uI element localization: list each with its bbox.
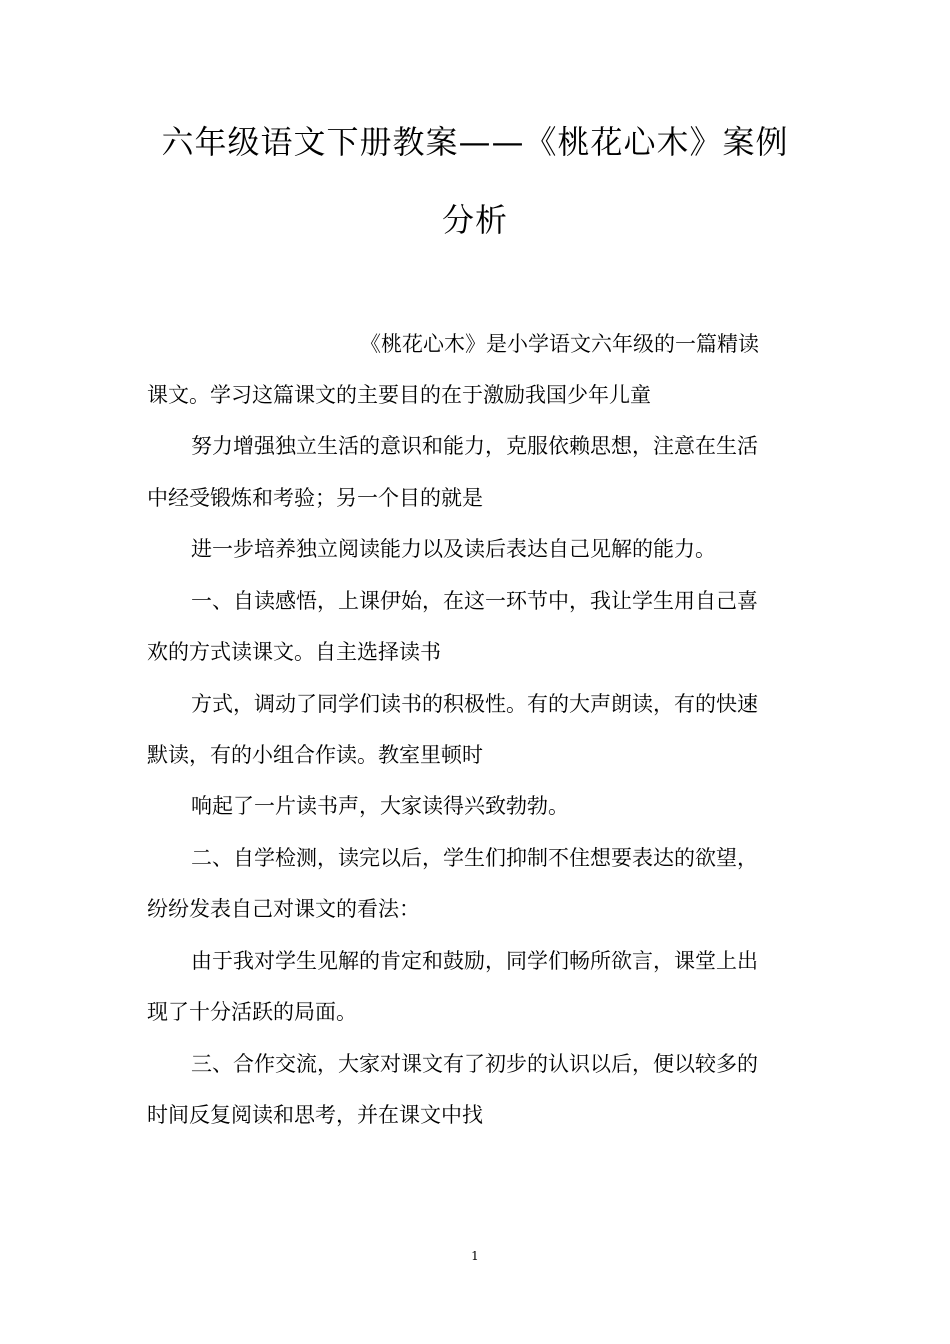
body-line-8: 方式，调动了同学们读书的积极性。有的大声朗读，有的快速 — [191, 692, 758, 716]
document-title-line-2: 分析 — [441, 201, 508, 239]
body-line-10: 响起了一片读书声，大家读得兴致勃勃。 — [191, 794, 569, 818]
body-line-3: 努力增强独立生活的意识和能力，克服依赖思想，注意在生活 — [191, 434, 758, 458]
page-number: 1 — [471, 1249, 479, 1263]
body-line-13: 由于我对学生见解的肯定和鼓励，同学们畅所欲言，课堂上出 — [191, 949, 758, 973]
body-line-9: 默读，有的小组合作读。教室里顿时 — [147, 743, 483, 767]
body-line-12: 纷纷发表自己对课文的看法： — [147, 897, 420, 921]
document-title-line-1: 六年级语文下册教案——《桃花心木》案例 — [161, 123, 789, 161]
body-line-11: 二、自学检测，读完以后，学生们抑制不住想要表达的欲望， — [191, 846, 758, 870]
body-line-15: 三、合作交流，大家对课文有了初步的认识以后，便以较多的 — [191, 1052, 758, 1076]
body-line-7: 欢的方式读课文。自主选择读书 — [147, 640, 441, 664]
body-line-16: 时间反复阅读和思考，并在课文中找 — [147, 1103, 483, 1127]
body-line-5: 进一步培养独立阅读能力以及读后表达自己见解的能力。 — [191, 537, 716, 561]
body-line-1: 《桃花心木》是小学语文六年级的一篇精读 — [360, 332, 759, 356]
body-line-6: 一、自读感悟，上课伊始，在这一环节中，我让学生用自己喜 — [191, 589, 758, 613]
body-line-14: 现了十分活跃的局面。 — [147, 1000, 357, 1024]
body-line-2: 课文。学习这篇课文的主要目的在于激励我国少年儿童 — [147, 383, 651, 407]
body-line-4: 中经受锻炼和考验；另一个目的就是 — [147, 486, 483, 510]
